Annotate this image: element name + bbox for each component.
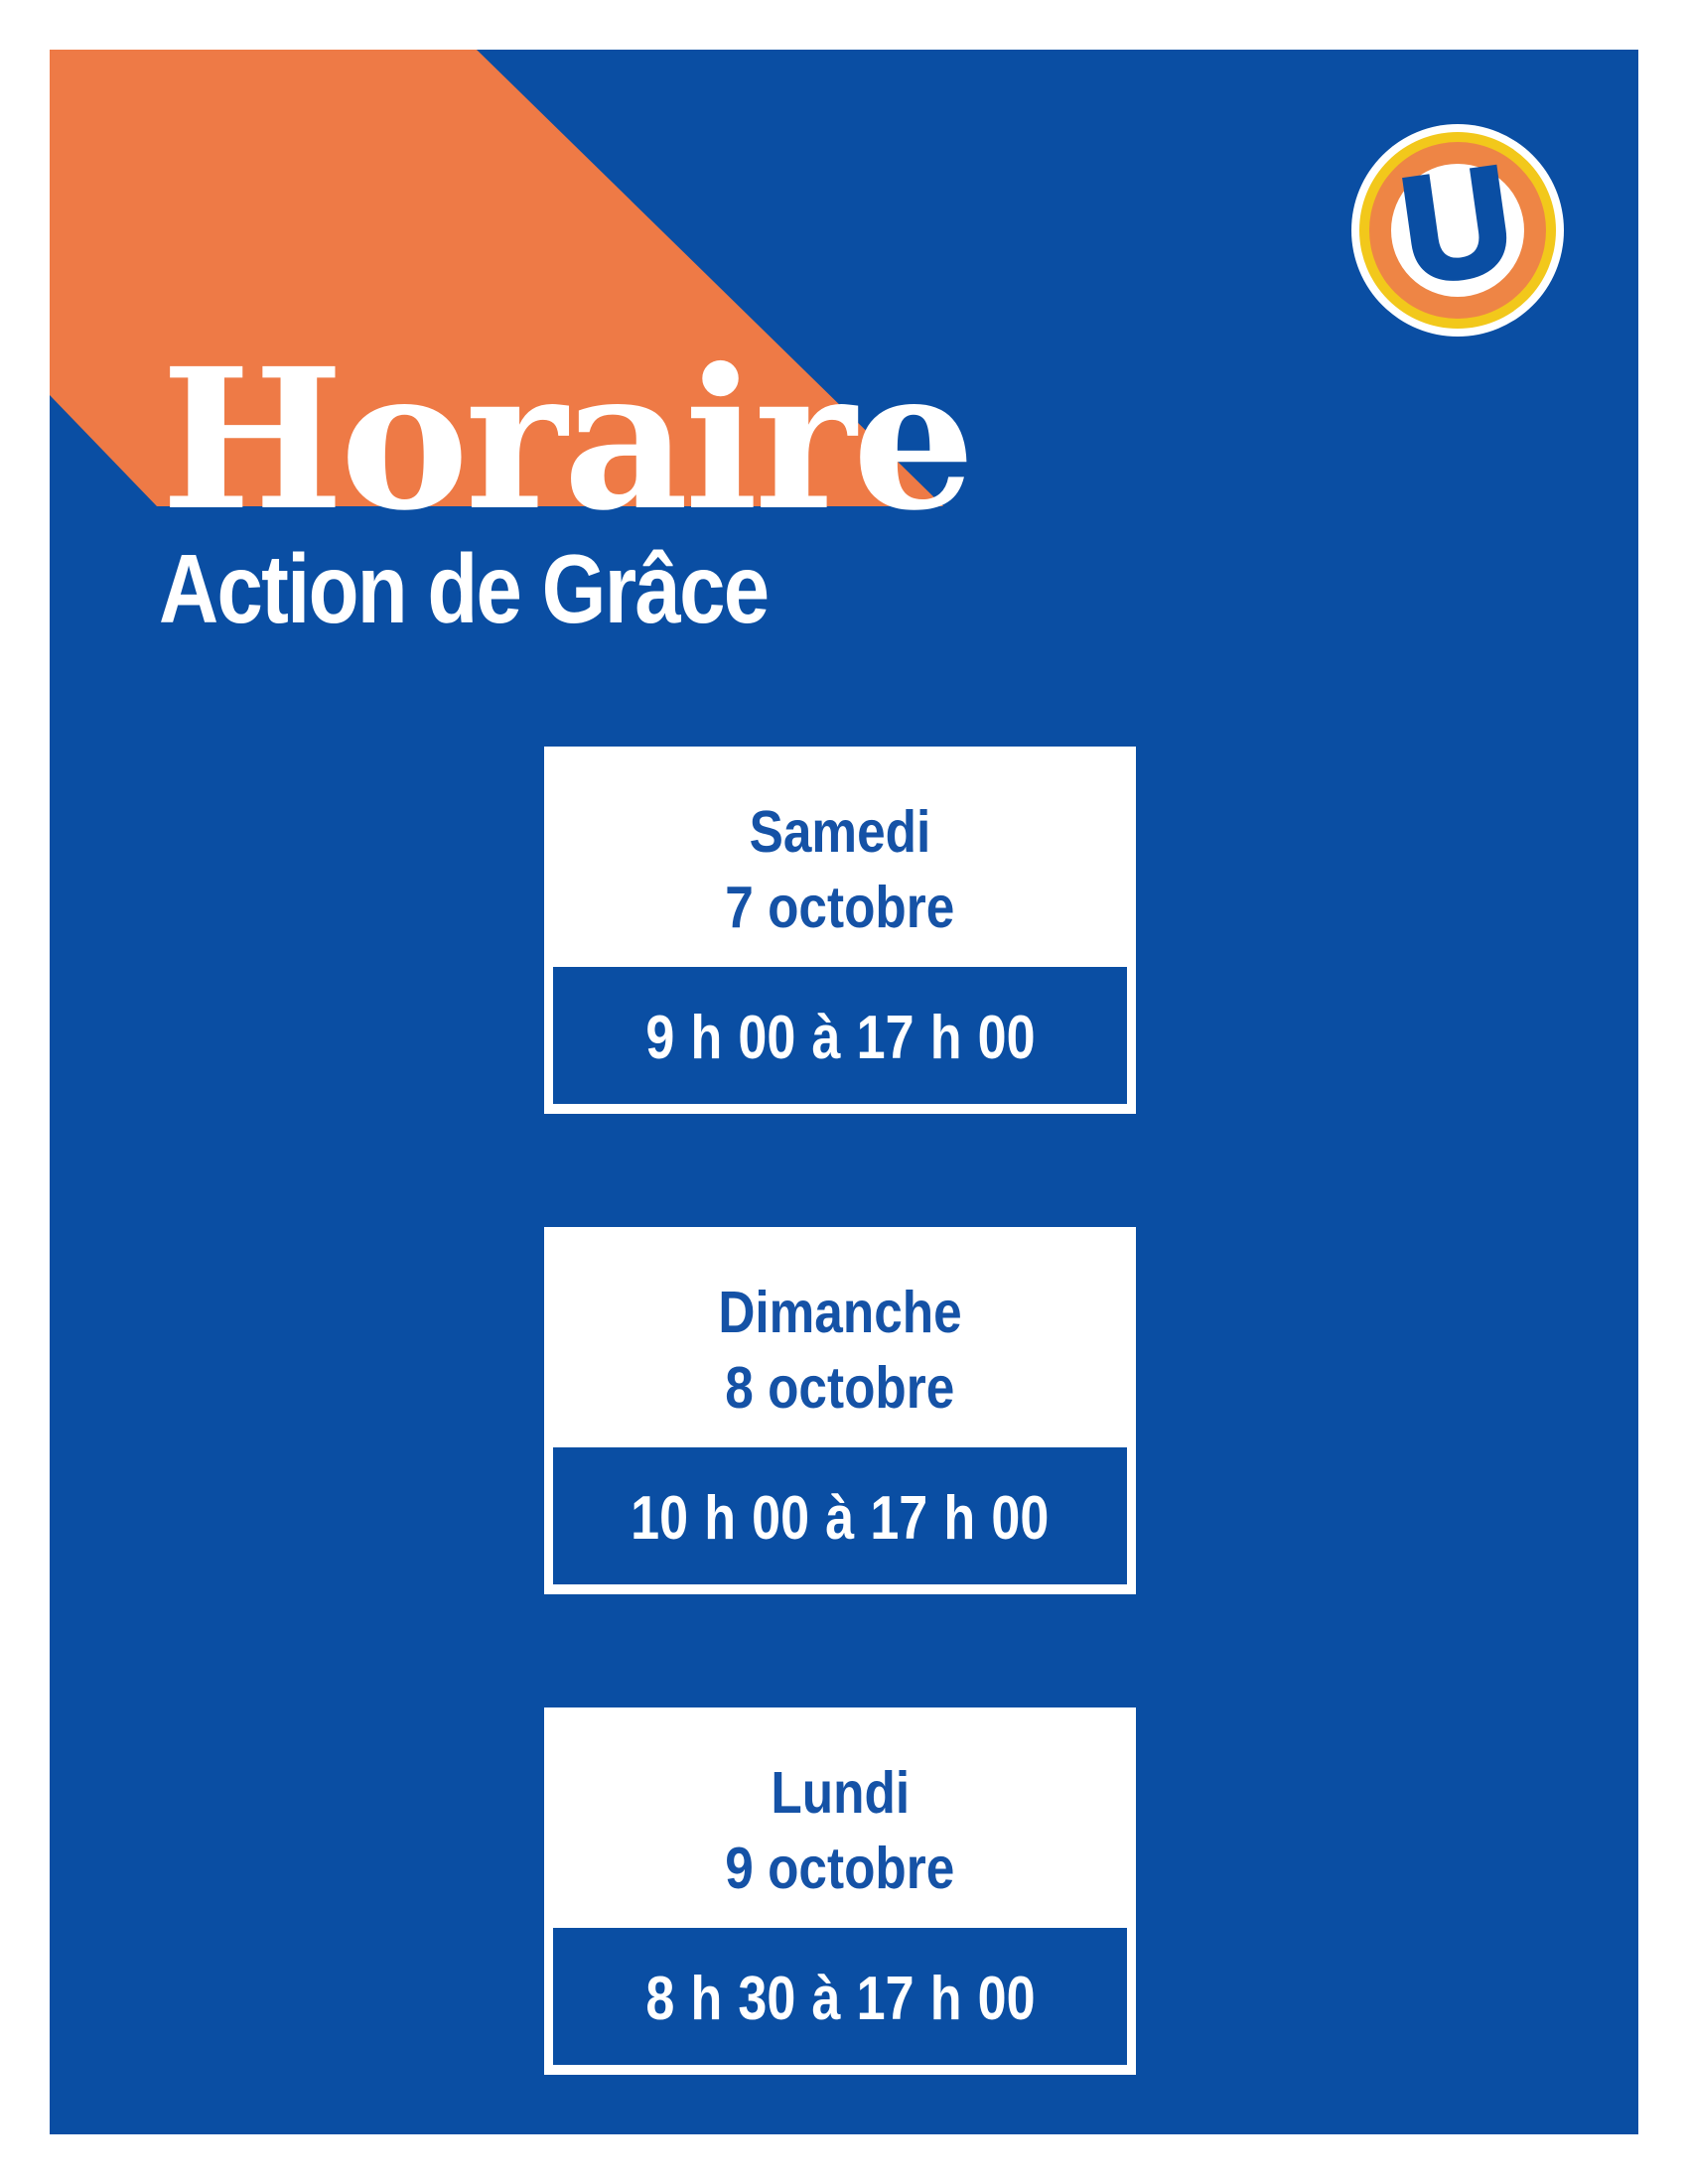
hours-band [553, 967, 1127, 1104]
day-label: Samedi [749, 799, 931, 865]
schedule-card-saturday [544, 747, 1136, 1114]
hours-label: 9 h 00 à 17 h 00 [644, 1003, 1036, 1072]
schedule-card-monday [544, 1707, 1136, 2075]
hours-band [553, 1928, 1127, 2065]
day-date-block [544, 794, 1136, 945]
logo-inner-disc [1391, 134, 1524, 315]
schedule-card-sunday [544, 1227, 1136, 1594]
date-label: 7 octobre [725, 875, 955, 940]
day-date-block [544, 1275, 1136, 1426]
hours-band [553, 1447, 1127, 1584]
poster-background [50, 50, 1638, 2134]
page-title: Horaire [161, 326, 972, 553]
day-date-block [544, 1755, 1136, 1906]
logo-yellow-ring [1359, 132, 1556, 329]
date-label: 9 octobre [725, 1836, 955, 1901]
hours-label: 10 h 00 à 17 h 00 [631, 1483, 1050, 1553]
brand-logo [1351, 124, 1564, 337]
page-subtitle: Action de Grâce [159, 534, 769, 643]
date-label: 8 octobre [725, 1355, 955, 1421]
logo-letter-u: U [1391, 134, 1522, 315]
day-label: Lundi [771, 1760, 910, 1826]
hours-label: 8 h 30 à 17 h 00 [644, 1964, 1036, 2033]
day-label: Dimanche [718, 1280, 962, 1345]
logo-orange-ring [1369, 134, 1546, 319]
